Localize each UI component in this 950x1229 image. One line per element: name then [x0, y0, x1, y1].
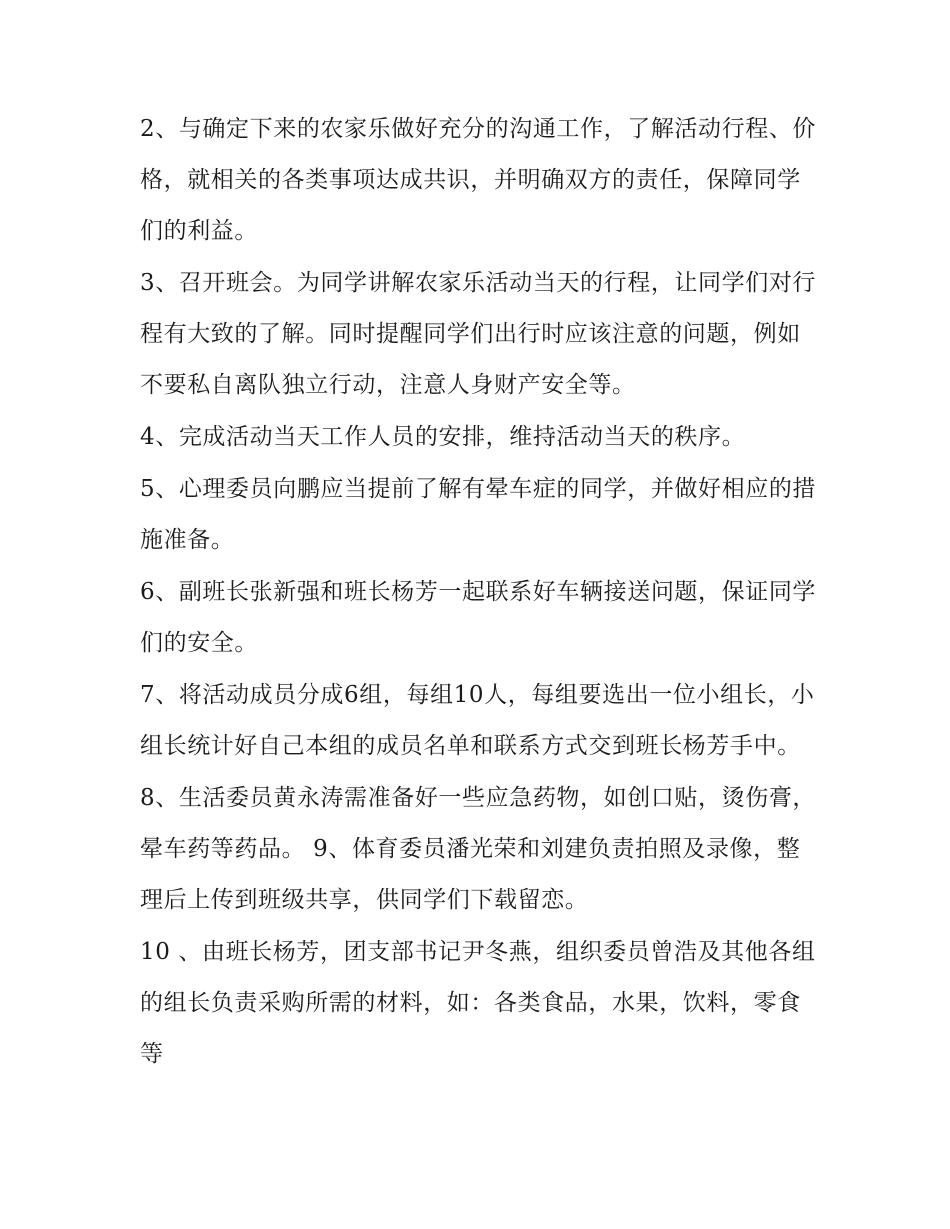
paragraph-item-8-9: 8、生活委员黄永涛需准备好一些应急药物，如创口贴，烫伤膏，晕车药等药品。 9、体育委员潘光荣和刘建负责拍照及录像，整理后上传到班级共享，供同学们下载留恋。 [140, 785, 817, 913]
paragraph-item-3: 3、召开班会。为同学讲解农家乐活动当天的行程，让同学们对行程有大致的了解。同时提醒同学们出行时应该注意的问题，例如不要私自离队独立行动，注意人身财产安全等。 [140, 270, 817, 398]
paragraph-item-7: 7、将活动成员分成6组，每组10人，每组要选出一位小组长，小组长统计好自己本组的成员名单和联系方式交到班长杨芳手中。 [140, 682, 815, 759]
document-body [140, 104, 820, 1081]
paragraph-item-2: 2、与确定下来的农家乐做好充分的沟通工作，了解活动行程、价格，就相关的各类事项达成共识，并明确双方的责任，保障同学们的利益。 [140, 116, 817, 244]
paragraph-item-10: 10 、由班长杨芳，团支部书记尹冬燕，组织委员曾浩及其他各组的组长负责采购所需的材料，如：各类食品，水果，饮料，零食等 [140, 939, 816, 1067]
paragraph-item-6: 6、副班长张新强和班长杨芳一起联系好车辆接送问题，保证同学们的安全。 [140, 579, 817, 656]
paragraph-item-4: 4、完成活动当天工作人员的安排，维持活动当天的秩序。 [140, 424, 746, 450]
paragraph-item-5: 5、心理委员向鹏应当提前了解有晕车症的同学，并做好相应的措施准备。 [140, 476, 817, 553]
